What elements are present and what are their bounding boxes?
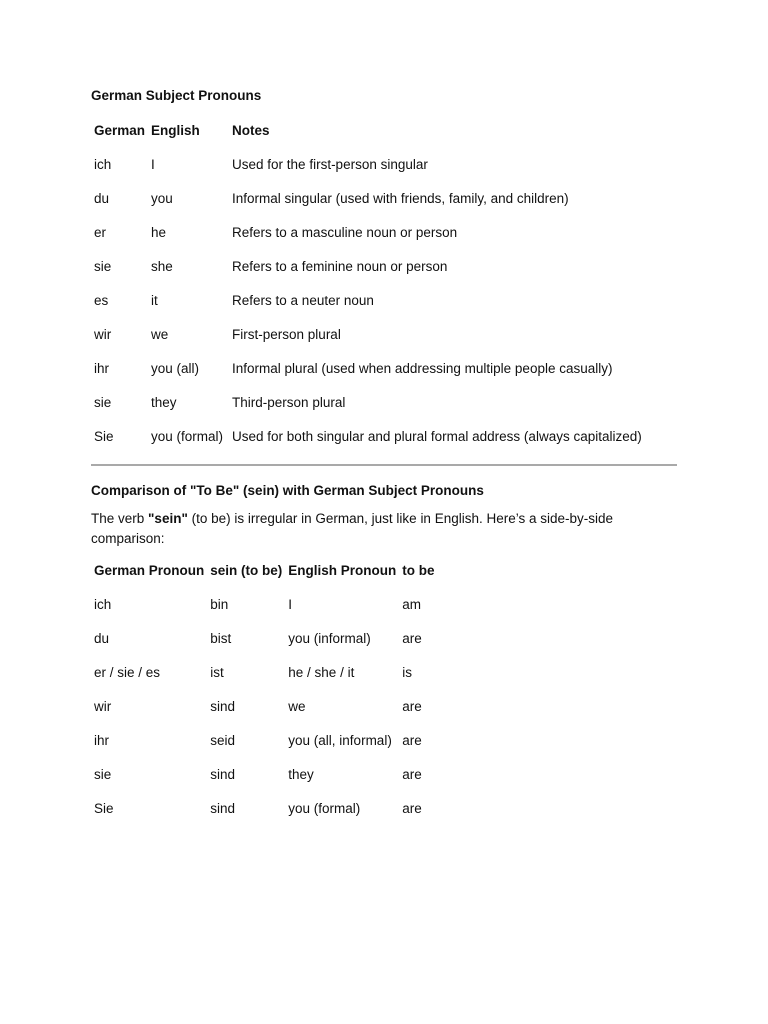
section-title-pronouns: German Subject Pronouns [91, 88, 262, 103]
column-header-english: English [151, 123, 200, 138]
cell-german-pronoun: ich [94, 597, 112, 612]
cell-english: they [151, 395, 177, 410]
horizontal-divider [91, 464, 677, 466]
cell-english: I [151, 157, 155, 172]
table-row [91, 792, 438, 826]
cell-english: she [151, 259, 173, 274]
table-row [91, 182, 645, 216]
cell-sein: sind [210, 699, 236, 714]
column-header-german: German [94, 123, 146, 138]
cell-german: du [94, 191, 110, 206]
cell-to-be: are [402, 699, 422, 714]
cell-german: ihr [94, 361, 110, 376]
column-header-english-pronoun: English Pronoun [288, 563, 397, 578]
cell-notes: First-person plural [232, 327, 341, 342]
cell-notes: Refers to a feminine noun or person [232, 259, 448, 274]
cell-to-be: is [402, 665, 413, 680]
cell-english-pronoun: you (formal) [288, 801, 361, 816]
cell-to-be: are [402, 631, 422, 646]
cell-german-pronoun: sie [94, 767, 112, 782]
column-header-to-be: to be [402, 563, 435, 578]
document-page [91, 86, 677, 826]
table-row [91, 588, 438, 622]
cell-sein: sind [210, 801, 236, 816]
cell-german: Sie [94, 429, 114, 444]
intro-bold-verb: "sein" [148, 511, 188, 526]
section-title-sein-comparison: Comparison of "To Be" (sein) with German Subject Pronouns [91, 483, 484, 498]
cell-english: he [151, 225, 167, 240]
table-header-row [91, 554, 438, 588]
cell-notes: Third-person plural [232, 395, 346, 410]
column-header-sein: sein (to be) [210, 563, 283, 578]
cell-english-pronoun: we [288, 699, 306, 714]
cell-german: wir [94, 327, 112, 342]
table-row [91, 724, 438, 758]
column-header-german-pronoun: German Pronoun [94, 563, 205, 578]
cell-notes: Used for both singular and plural formal address (always capitalized) [232, 429, 642, 444]
table-row [91, 690, 438, 724]
table-row [91, 216, 645, 250]
cell-notes: Informal singular (used with friends, family, and children) [232, 191, 569, 206]
cell-notes: Informal plural (used when addressing multiple people casually) [232, 361, 613, 376]
table-row [91, 318, 645, 352]
cell-to-be: am [402, 597, 422, 612]
cell-german: es [94, 293, 109, 308]
sein-comparison-table [91, 554, 438, 826]
cell-english: you [151, 191, 173, 206]
cell-german-pronoun: Sie [94, 801, 114, 816]
table-row [91, 656, 438, 690]
cell-to-be: are [402, 801, 422, 816]
intro-text-end: (to be) is irregular in German, just like in English. Here’s a side-by-side comparison: [91, 511, 614, 546]
table-row [91, 148, 645, 182]
cell-german-pronoun: ihr [94, 733, 110, 748]
cell-english: you (all) [151, 361, 200, 376]
intro-text-start: The verb [91, 511, 149, 526]
cell-english: we [151, 327, 169, 342]
cell-sein: seid [210, 733, 236, 748]
cell-german: er [94, 225, 107, 240]
pronouns-table [91, 114, 645, 454]
cell-german-pronoun: er / sie / es [94, 665, 161, 680]
cell-sein: bist [210, 631, 232, 646]
cell-notes: Refers to a masculine noun or person [232, 225, 458, 240]
cell-english: you (formal) [151, 429, 224, 444]
table-row [91, 352, 645, 386]
table-row [91, 250, 645, 284]
cell-english-pronoun: you (informal) [288, 631, 371, 646]
table-row [91, 622, 438, 656]
cell-german-pronoun: wir [94, 699, 112, 714]
cell-sein: bin [210, 597, 229, 612]
cell-sein: sind [210, 767, 236, 782]
cell-german-pronoun: du [94, 631, 110, 646]
cell-english-pronoun: you (all, informal) [288, 733, 392, 748]
table-header-row [91, 114, 645, 148]
cell-german: ich [94, 157, 112, 172]
cell-german: sie [94, 259, 112, 274]
table-row [91, 420, 645, 454]
cell-sein: ist [210, 665, 224, 680]
cell-german: sie [94, 395, 112, 410]
cell-to-be: are [402, 733, 422, 748]
cell-english-pronoun: he / she / it [288, 665, 355, 680]
intro-paragraph [91, 509, 651, 549]
cell-english-pronoun: they [288, 767, 314, 782]
cell-to-be: are [402, 767, 422, 782]
cell-notes: Used for the first-person singular [232, 157, 428, 172]
cell-english: it [151, 293, 158, 308]
table-row [91, 284, 645, 318]
cell-notes: Refers to a neuter noun [232, 293, 374, 308]
table-row [91, 758, 438, 792]
column-header-notes: Notes [232, 123, 270, 138]
table-row [91, 386, 645, 420]
cell-english-pronoun: I [288, 597, 293, 612]
